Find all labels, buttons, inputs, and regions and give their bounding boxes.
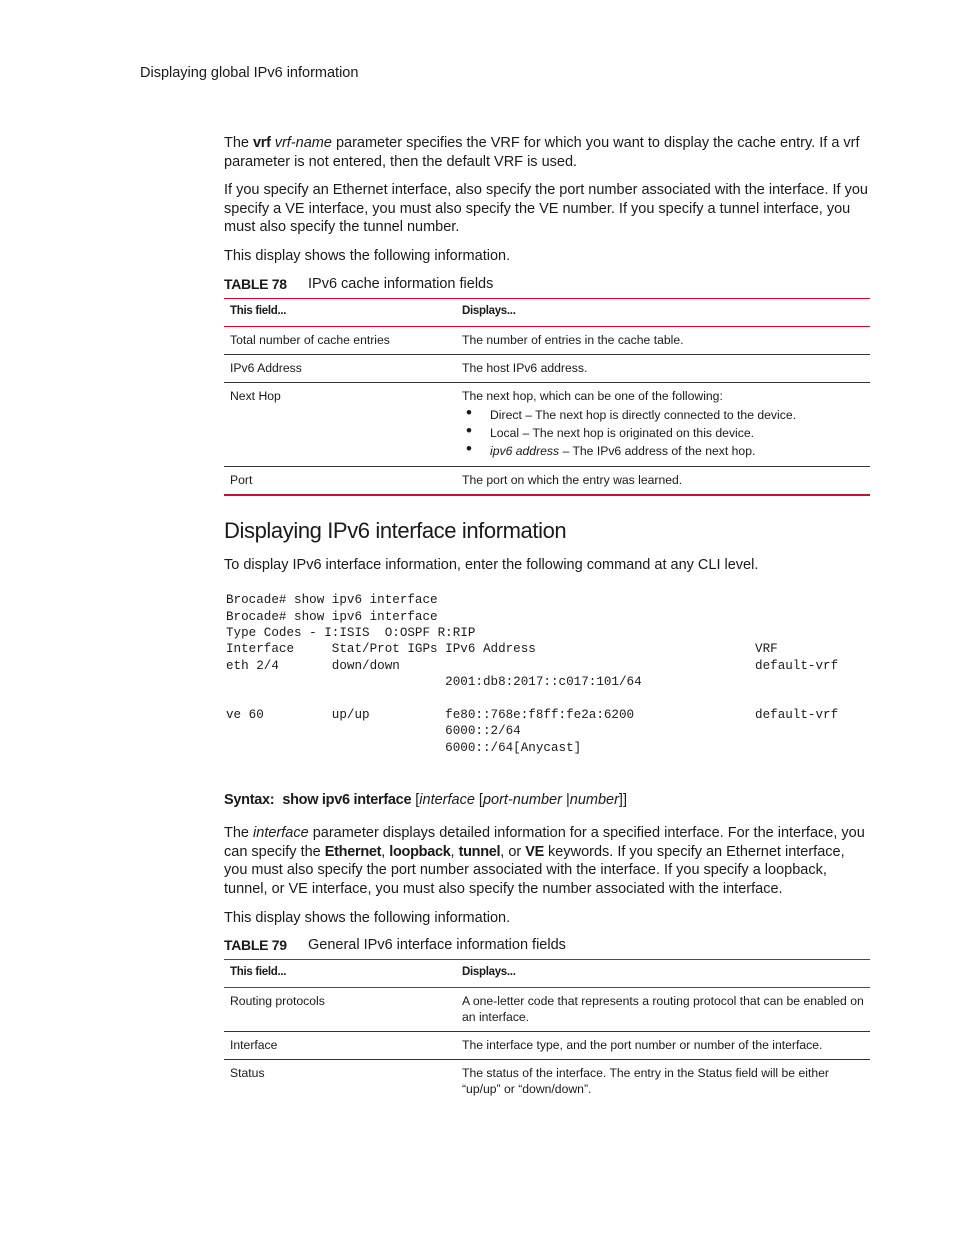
syntax-bracket: [ (415, 792, 420, 809)
syntax-line (224, 792, 870, 808)
bullet-text: – The next hop is directly connected to the device. (521, 407, 796, 422)
table-row (224, 382, 870, 466)
next-hop-intro: The next hop, which can be one of the following: (462, 388, 723, 403)
field-cell: Next Hop (230, 388, 281, 403)
interface-param: interface (253, 825, 309, 842)
cli-output-block: Brocade# show ipv6 interface Brocade# show ipv6 interface Type Codes - I:ISIS O:OSPF R:RIP Interface Stat/Prot IGPs IPv6 Address VRF eth 2/4 down/down default-vrf 2001:db8:2017::c017:101/64 ve 60 up/up fe80::768e:f8ff:fe2a:6200 default-vrf 6000::2/64 6000::/64[Anycast] (226, 593, 839, 755)
field-cell: Interface (230, 1038, 278, 1053)
table-78-title: IPv6 cache information fields (308, 275, 494, 292)
syntax-separator: | (561, 792, 570, 809)
section-heading: Displaying IPv6 interface information (224, 517, 567, 543)
bullet-lead: Local (490, 425, 520, 440)
interface-spec-paragraph: If you specify an Ethernet interface, also specify the port number associated with the interface. If you specify a VE interface, you must also specify the VE number. If you specify a tunnel interface, you must also specify the tunnel number. (224, 182, 868, 236)
page-content (224, 134, 870, 1103)
column-header-field: This field... (230, 304, 287, 317)
description-cell: The status of the interface. The entry in the Status field will be either “up/up” or “down/down”. (462, 1066, 829, 1097)
list-item (462, 406, 864, 424)
syntax-arg-number: number (569, 792, 619, 809)
bullet-text: – The next hop is originated on this device. (519, 425, 755, 440)
field-cell: Port (230, 472, 253, 487)
interface-param-paragraph (224, 824, 870, 898)
vrf-paragraph (224, 134, 870, 171)
text-span: The (224, 825, 249, 842)
table-79-title: General IPv6 interface information fields (308, 937, 566, 954)
syntax-arg-interface: interface (419, 792, 475, 809)
bullet-lead: ipv6 address (490, 443, 560, 458)
table-78-number: TABLE 78 (224, 275, 287, 292)
description-cell: A one-letter code that represents a routing protocol that can be enabled on an interface. (462, 994, 864, 1025)
table-row (224, 326, 870, 354)
description-cell: The number of entries in the cache table. (462, 332, 684, 347)
table-78 (224, 298, 870, 496)
keyword-ve: VE (525, 843, 544, 860)
column-header-displays: Displays... (462, 966, 516, 979)
bullet-text: – The IPv6 address of the next hop. (559, 443, 756, 458)
keyword-loopback: loopback (389, 843, 451, 860)
vrf-prefix: The (224, 135, 249, 151)
keyword-tunnel: tunnel (458, 843, 501, 860)
text-span: keywords. If you specify an Ethernet interface, you must also specify the port number associated with the interface. If you specify a loopback, tunnel, or VE interface, you must also specify the number associated with the interface. (224, 843, 845, 897)
syntax-label: Syntax: (224, 792, 275, 809)
description-cell: The host IPv6 address. (462, 360, 588, 375)
table-79-caption (224, 937, 870, 955)
display-intro-paragraph: This display shows the following information. (224, 247, 511, 264)
vrf-name-param: vrf-name (274, 135, 332, 151)
bullet-lead: Direct (490, 407, 522, 422)
field-cell: Total number of cache entries (230, 332, 390, 347)
syntax-command: show ipv6 interface (282, 792, 412, 809)
table-row (224, 466, 870, 495)
field-cell: Status (230, 1066, 265, 1081)
list-item (462, 424, 864, 442)
vrf-text: parameter specifies the VRF for which you want to display the cache entry. If a vrf parameter is not entered, then the default VRF is used. (224, 135, 860, 170)
syntax-bracket: [ (474, 792, 483, 809)
syntax-bracket: ]] (618, 792, 627, 809)
field-cell: Routing protocols (230, 994, 325, 1009)
table-79-number: TABLE 79 (224, 937, 287, 954)
table-row (224, 1032, 870, 1060)
table-row (224, 354, 870, 382)
table-79 (224, 959, 870, 1103)
column-header-field: This field... (230, 966, 287, 979)
text-span: parameter displays detailed information for a specified interface. For the interface, you can specify the (224, 825, 865, 860)
keyword-ethernet: Ethernet (324, 843, 382, 860)
display-intro-paragraph-2: This display shows the following information. (224, 909, 511, 926)
table-header-row (224, 298, 870, 326)
running-header: Displaying global IPv6 information (140, 65, 359, 81)
text-span: , (381, 843, 386, 860)
text-span: , or (500, 843, 522, 860)
table-row (224, 1060, 870, 1104)
table-78-caption (224, 276, 870, 294)
next-hop-list (462, 406, 864, 460)
description-cell: The interface type, and the port number or number of the interface. (462, 1038, 823, 1053)
description-cell: The port on which the entry was learned. (462, 472, 683, 487)
description-cell (456, 382, 870, 466)
text-span: , (450, 843, 455, 860)
syntax-arg-port-number: port-number (482, 792, 562, 809)
list-item (462, 442, 864, 460)
field-cell: IPv6 Address (230, 360, 302, 375)
vrf-keyword: vrf (253, 135, 271, 151)
section-intro-paragraph: To display IPv6 interface information, enter the following command at any CLI level. (224, 556, 759, 573)
table-row (224, 988, 870, 1032)
table-header-row (224, 960, 870, 988)
column-header-displays: Displays... (462, 304, 516, 317)
